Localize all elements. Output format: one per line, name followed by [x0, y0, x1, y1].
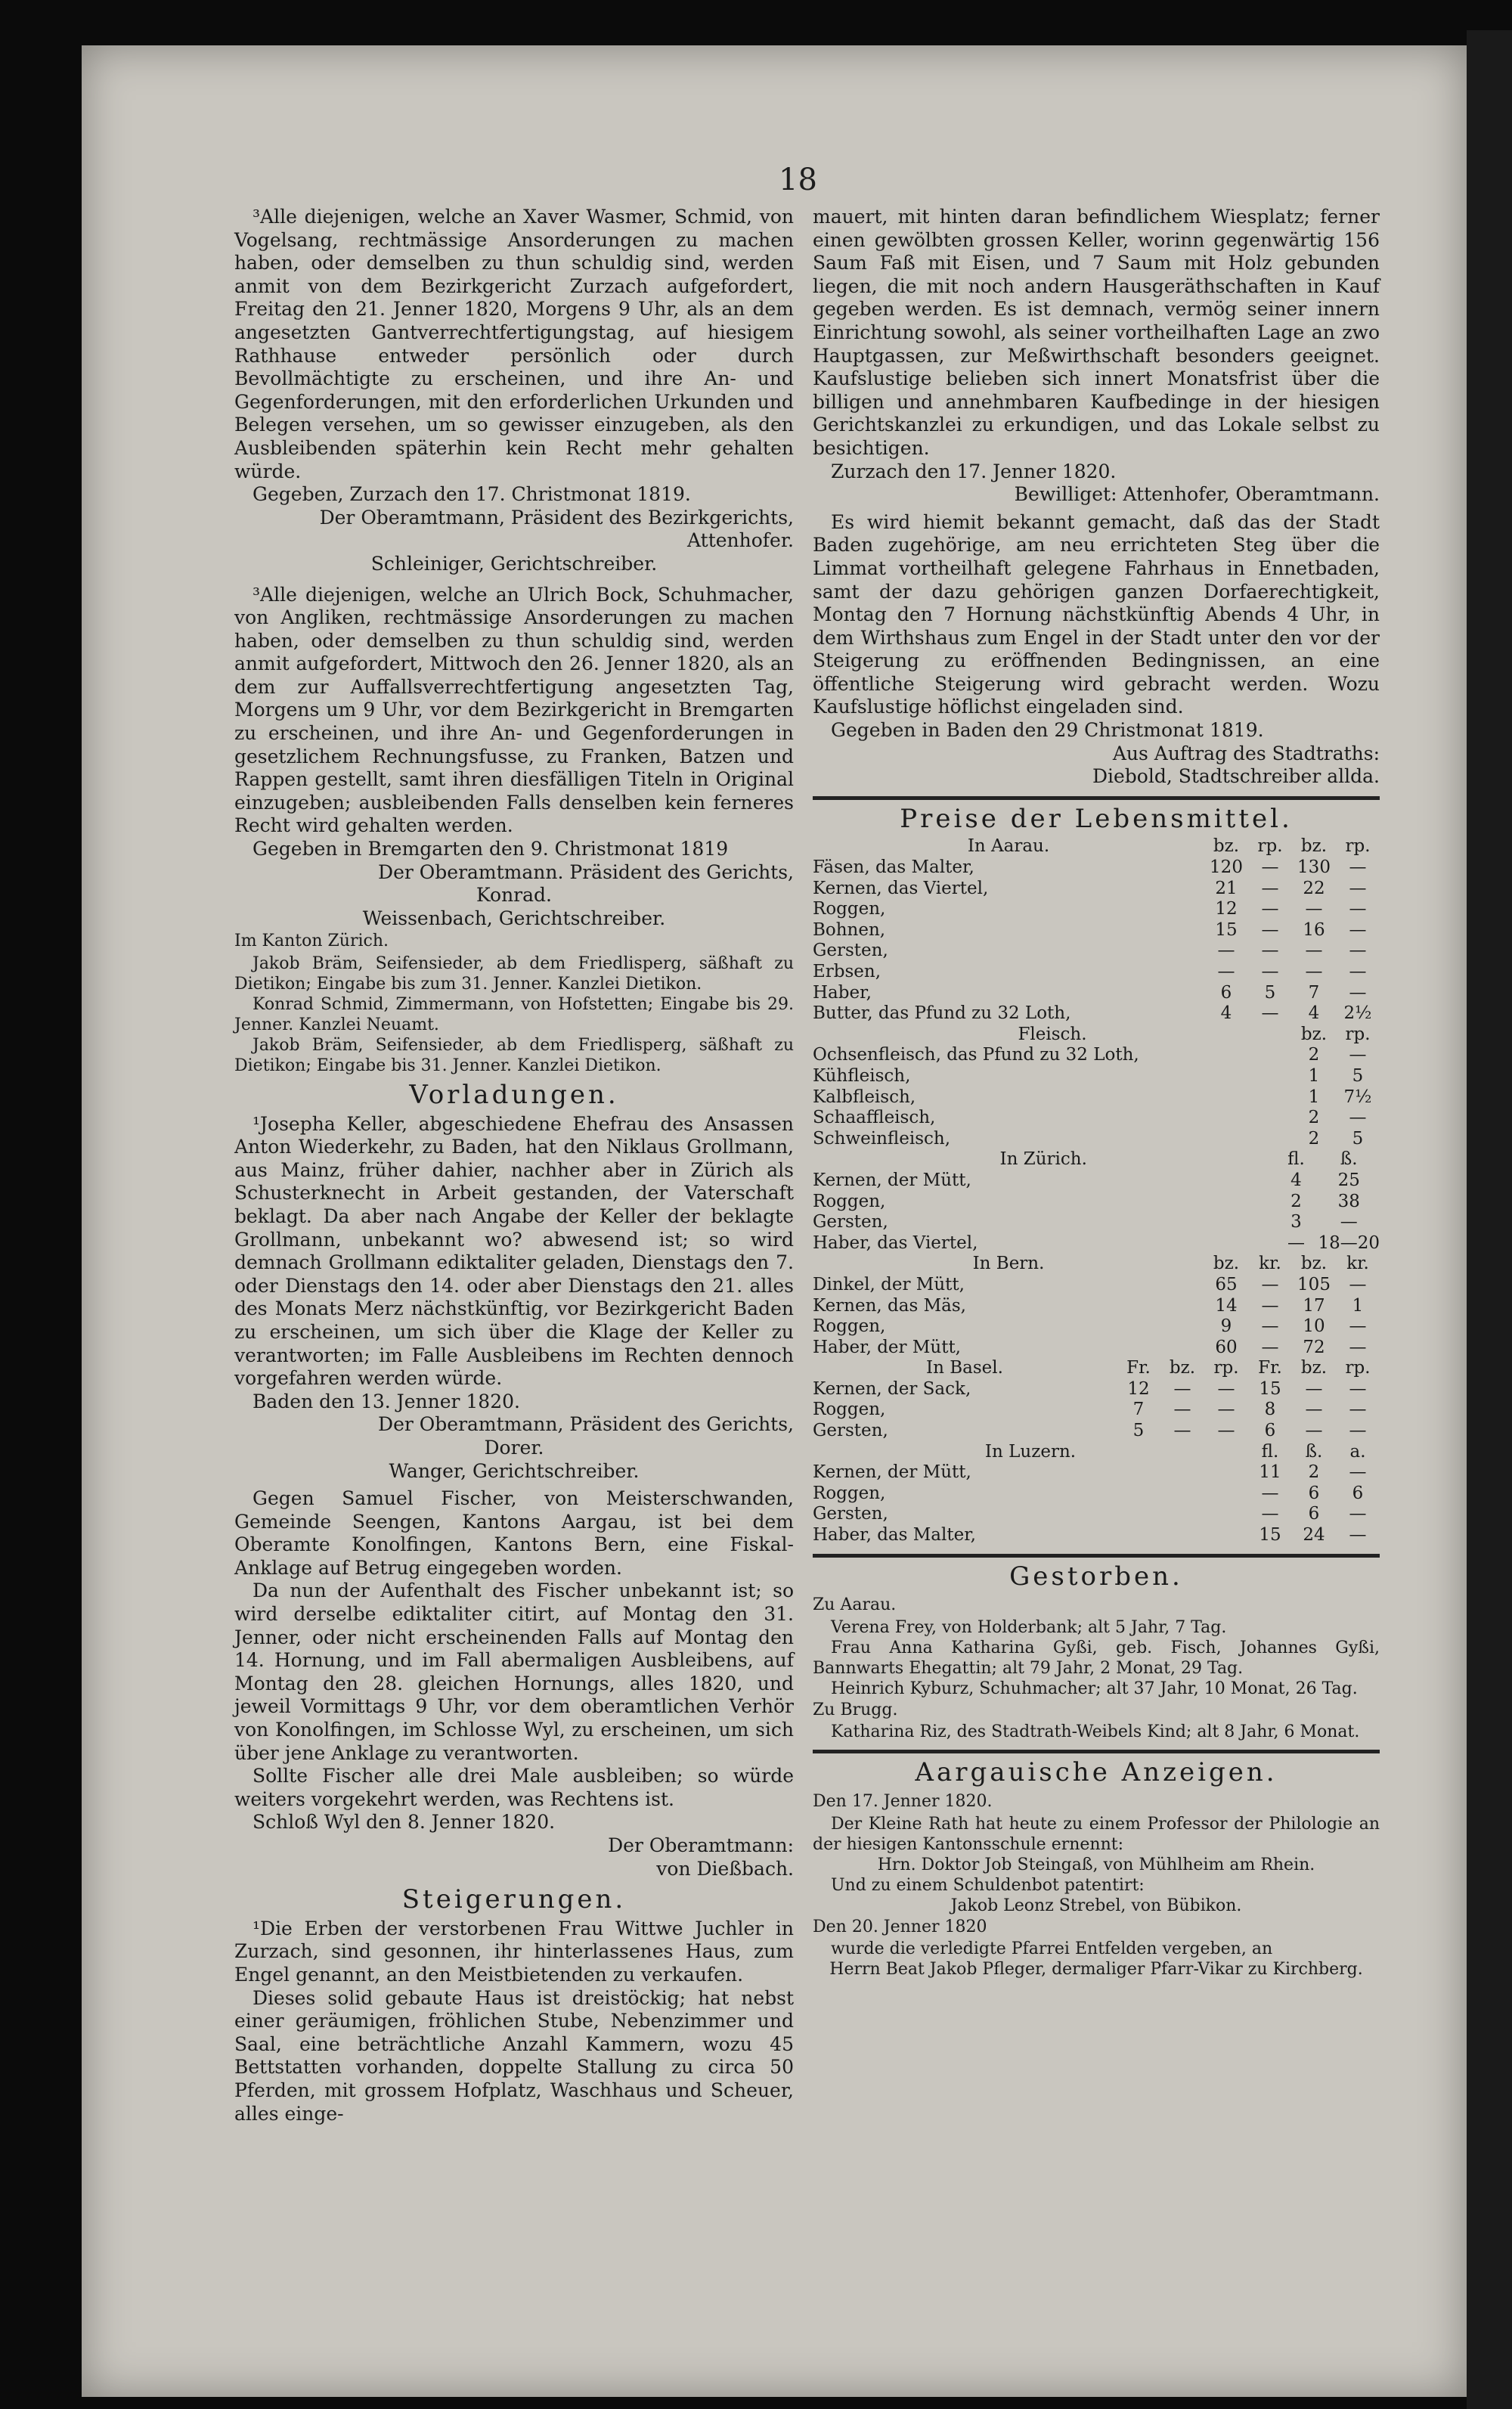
notice-signature: Weissenbach, Gerichtschreiber.	[362, 907, 666, 929]
auction-juchler-cont: mauert, mit hinten daran befindlichem Wiesplatz; ferner einen gewölbten grossen Keller, worinn gegenwärtig 156 Saum Faß mit Eisen, und 7 Saum mit Holz gebunden liegen, die mit noch andern Hausgeräthschaften in Kauf gegeben werden. Es ist demnach, vermög seiner innern Einrichtung sowohl, als seiner vortheilhaften Lage an zwo Hauptgassen, zur Meßwirthschaft besonders geeignet. Kaufslustige belieben sich innert Monatsfrist über die billigen und annehmbaren Kaufbedinge in der hiesigen Gerichtskanzlei zu erkundigen, und das Lokale selbst zu besichtigen.	[813, 206, 1380, 459]
price-value: —	[1217, 1378, 1235, 1399]
price-value: —	[1349, 1421, 1367, 1441]
price-value: 7	[1308, 982, 1320, 1003]
price-value: —	[1349, 1504, 1367, 1524]
price-value: 5	[1352, 1128, 1364, 1149]
price-value: 14	[1215, 1295, 1238, 1316]
price-value: —	[1349, 1274, 1367, 1294]
price-value: 10	[1303, 1316, 1325, 1337]
price-item: Haber, das Malter,	[813, 1525, 976, 1546]
price-value: 21	[1215, 878, 1238, 898]
price-value: —	[1349, 1525, 1367, 1546]
price-unit-header: bz.	[1213, 1254, 1240, 1274]
price-unit-header: bz.	[1300, 836, 1328, 857]
price-value: —	[1349, 982, 1367, 1003]
section-heading-steigerungen: Steigerungen.	[401, 1884, 627, 1915]
price-value: —	[1261, 878, 1279, 898]
price-value: —	[1217, 962, 1235, 981]
section-heading-aargauische-anzeigen: Aargauische Anzeigen.	[915, 1757, 1278, 1788]
price-unit-header: bz.	[1169, 1358, 1196, 1378]
price-row	[813, 1400, 1380, 1421]
price-value: 4	[1308, 1003, 1320, 1024]
price-item: Dinkel, der Mütt,	[813, 1274, 965, 1294]
price-value: 15	[1259, 1378, 1281, 1399]
announcement: Hrn. Doktor Job Steingaß, von Mühlheim am Rhein.	[877, 1855, 1315, 1874]
price-location: In Luzern.	[984, 1441, 1077, 1462]
price-value: 2½	[1343, 1003, 1372, 1024]
price-item: Roggen,	[813, 1400, 886, 1420]
summons-signature: Wanger, Gerichtschreiber.	[389, 1459, 640, 1482]
price-value: —	[1173, 1400, 1191, 1420]
price-location: In Aarau.	[967, 836, 1050, 857]
price-item: Kernen, das Viertel,	[813, 878, 989, 898]
summons-date: Schloß Wyl den 8. Jenner 1820.	[253, 1811, 556, 1834]
price-value: 120	[1210, 857, 1243, 878]
auction-date: Zurzach den 17. Jenner 1820.	[831, 460, 1117, 482]
price-value: 6	[1220, 982, 1232, 1003]
announcement: Jakob Leonz Strebel, von Bübikon.	[950, 1896, 1242, 1915]
price-row	[813, 1066, 1380, 1087]
zurich-entry: Jakob Bräm, Seifensieder, ab dem Friedlisperg, säßhaft zu Dietikon; Eingabe bis 31. Jenner. Kanzlei Dietikon.	[234, 1036, 794, 1075]
section-rule	[813, 796, 1380, 800]
death-location: Zu Brugg.	[813, 1700, 898, 1719]
price-item: Gersten,	[813, 1504, 888, 1524]
price-value: —	[1305, 962, 1323, 981]
auction-signature: Bewilliget: Attenhofer, Oberamtmann.	[1014, 483, 1380, 506]
price-table-bern	[813, 1254, 1380, 1358]
price-value: —	[1305, 941, 1323, 961]
price-value: 5	[1264, 982, 1276, 1003]
price-value: 105	[1297, 1274, 1331, 1294]
price-row	[813, 920, 1380, 941]
price-row	[813, 1170, 1380, 1192]
price-item: Kernen, das Mäs,	[813, 1295, 966, 1316]
price-row	[813, 1045, 1380, 1066]
price-item: Gersten,	[813, 1421, 888, 1441]
price-row	[813, 1192, 1380, 1213]
summons-fischer: Gegen Samuel Fischer, von Meisterschwanden, Gemeinde Seengen, Kantons Aargau, ist bei dem Oberamte Konolfingen, Kantons Bern, eine Fiskal-Anklage auf Betrug eingegeben worden.	[234, 1487, 794, 1579]
auction-fahrhaus: Es wird hiemit bekannt gemacht, daß das der Stadt Baden zugehörige, am neu errichteten Steg über die Limmat vortheilhaft gelegene Fahrhaus in Ennetbaden, samt der dazu gehörigen ganzen Dorfaerechtigkeit, Montag den 7 Hornung nächstkünftig Abends 4 Uhr, in dem Wirthshaus zum Engel in der Stadt unter den vor der Steigerung zu eröffnenden Bedingnissen, an eine öffentliche Steigerung wird gebracht werden. Wozu Kaufslustige höflichst eingeladen sind.	[813, 510, 1380, 718]
price-item: Kernen, der Sack,	[813, 1378, 971, 1399]
price-value: —	[1287, 1232, 1305, 1253]
price-value: —	[1173, 1378, 1191, 1399]
price-table-zurich	[813, 1149, 1380, 1254]
price-item: Gersten,	[813, 1212, 888, 1232]
price-row	[813, 1275, 1380, 1296]
price-value: 2	[1308, 1108, 1320, 1128]
death-entry: Heinrich Kyburz, Schuhmacher; alt 37 Jahr, 10 Monat, 26 Tag.	[831, 1679, 1358, 1698]
price-item: Ochsenfleisch, das Pfund zu 32 Loth,	[813, 1045, 1139, 1065]
price-unit-header: ß.	[1340, 1149, 1358, 1170]
price-row	[813, 1296, 1380, 1317]
price-value: —	[1261, 1504, 1279, 1524]
announcement: Herrn Beat Jakob Pfleger, dermaliger Pfarr-Vikar zu Kirchberg.	[829, 1960, 1363, 1980]
price-value: 4	[1220, 1003, 1232, 1024]
price-value: —	[1261, 941, 1279, 961]
price-location: In Zürich.	[999, 1149, 1087, 1170]
price-value: —	[1349, 1400, 1367, 1420]
price-value: 16	[1303, 919, 1325, 940]
death-location: Zu Aarau.	[813, 1595, 897, 1615]
price-value: —	[1261, 1003, 1279, 1024]
price-value: 7½	[1343, 1087, 1372, 1107]
price-item: Schaaffleisch,	[813, 1108, 936, 1128]
price-row	[813, 1003, 1380, 1025]
announcement: Der Kleine Rath hat heute zu einem Professor der Philologie an der hiesigen Kantonsschule ernennt:	[813, 1814, 1380, 1854]
price-location: In Bern.	[972, 1254, 1045, 1274]
notice-date: Den 20. Jenner 1820	[813, 1917, 987, 1936]
price-unit-header: bz.	[1300, 1254, 1328, 1274]
price-value: 9	[1220, 1316, 1232, 1337]
summons-signature: Der Oberamtmann:	[608, 1834, 794, 1856]
price-row	[813, 1421, 1380, 1442]
price-item: Gersten,	[813, 941, 888, 961]
price-value: —	[1349, 1378, 1367, 1399]
price-item: Haber, der Mütt,	[813, 1337, 961, 1357]
price-item: Roggen,	[813, 1191, 886, 1211]
section-heading-vorladungen: Vorladungen.	[409, 1080, 619, 1110]
auction-signature: Aus Auftrag des Stadtraths:	[1112, 742, 1380, 764]
price-value: —	[1349, 1337, 1367, 1357]
price-unit-header: a.	[1349, 1441, 1366, 1462]
price-value: —	[1261, 857, 1279, 878]
price-value: —	[1305, 899, 1323, 919]
price-value: 6	[1308, 1504, 1320, 1524]
summons-keller: ¹Josepha Keller, abgeschiedene Ehefrau des Ansassen Anton Wiederkehr, zu Baden, hat den Niklaus Grollmann, aus Mainz, früher dahier, nachher aber in Zürich als Schusterknecht in Arbeit gestanden, der Vaterschaft beklagt. Da aber nach Angabe der Keller der beklagte Grollmann, unbekannt wo? abwesend ist; so wird demnach Grollmann ediktaliter geladen, Dienstags den 7. oder Dienstags den 14. oder aber Dienstags den 21. alles des Monats Merz nächstkünftig, vor Bezirkgericht Baden zu erscheinen, um sich über die Klage der Keller zu verantworten; im Falle Ausbleibens im Rechten dennoch vorgefahren werden würde.	[234, 1112, 794, 1390]
price-row	[813, 1212, 1380, 1233]
price-row	[813, 879, 1380, 900]
price-row	[813, 1338, 1380, 1359]
price-unit-header: Fr.	[1258, 1358, 1282, 1378]
price-item: Kalbfleisch,	[813, 1087, 916, 1107]
price-table-fleisch	[813, 1025, 1380, 1150]
price-value: —	[1349, 1316, 1367, 1337]
price-unit-header: ß.	[1305, 1441, 1323, 1462]
right-column	[813, 206, 1380, 1980]
price-tables	[813, 836, 1380, 1546]
price-unit-header: kr.	[1346, 1254, 1369, 1274]
price-value: 22	[1303, 878, 1325, 898]
price-value: 38	[1337, 1191, 1360, 1211]
price-value: —	[1349, 1045, 1367, 1065]
price-table-header	[813, 1025, 1380, 1046]
notice-bock: ³Alle diejenigen, welche an Ulrich Bock, Schuhmacher, von Angliken, rechtmässige Ansorderungen zu machen haben, oder demselben zu thun schuldig sind, werden anmit aufgefordert, Mittwoch den 26. Jenner 1820, als an dem zur Auffallsverrechtfertigung angesetzten Tag, Morgens um 9 Uhr, vor dem Bezirkgericht in Bremgarten zu erscheinen, und ihre An- und Gegenforderungen in gesetzlichem Rechnungsfusse, zu Franken, Batzen und Rappen gestellt, samt ihren diesfälligen Titeln in Original einzugeben; ausbleibenden Falls denselben kein ferneres Recht wird gehalten werden.	[234, 583, 794, 837]
announcement: wurde die verledigte Pfarrei Entfelden vergeben, an	[831, 1939, 1273, 1959]
price-item: Roggen,	[813, 899, 886, 919]
price-item: Kühfleisch,	[813, 1065, 911, 1086]
summons-signature: von Dießbach.	[656, 1857, 794, 1880]
notice-wasmer: ³Alle diejenigen, welche an Xaver Wasmer, Schmid, von Vogelsang, rechtmässige Ansorderungen zu machen haben, oder demselben zu thun schuldig sind, werden anmit von dem Bezirkgericht Zurzach aufgefordert, Freitag den 21. Jenner 1820, Morgens 9 Uhr, als an dem angesetzten Gantverrechtfertigungstag, auf hiesigem Rathhause entweder persönlich oder durch Bevollmächtigte zu erscheinen, und ihre An- und Gegenforderungen, mit den erforderlichen Urkunden und Belegen versehen, um so gewisser einzugeben, als den Ausbleibenden späterhin kein Recht mehr gehalten würde.	[234, 206, 794, 482]
price-item: Roggen,	[813, 1483, 886, 1503]
price-row	[813, 1316, 1380, 1338]
price-item: Kernen, der Mütt,	[813, 1170, 971, 1190]
price-value: 6	[1308, 1483, 1320, 1503]
price-value: —	[1261, 1337, 1279, 1357]
auction-signature: Diebold, Stadtschreiber allda.	[1092, 765, 1380, 788]
price-value: 15	[1259, 1525, 1281, 1546]
price-value: —	[1349, 941, 1367, 961]
price-value: —	[1305, 1378, 1323, 1399]
price-value: —	[1261, 1316, 1279, 1337]
section-rule	[813, 1554, 1380, 1558]
price-value: —	[1261, 1483, 1279, 1503]
price-value: —	[1261, 899, 1279, 919]
notice-signature: Der Oberamtmann, Präsident des Bezirkgerichts,	[319, 506, 794, 529]
zurich-subheading: Im Kanton Zürich.	[234, 932, 389, 951]
price-item: Haber,	[813, 982, 872, 1003]
price-row	[813, 899, 1380, 920]
death-entry: Verena Frey, von Holderbank; alt 5 Jahr, 7 Tag.	[831, 1617, 1227, 1637]
notice-signature: Der Oberamtmann. Präsident des Gerichts,	[378, 860, 794, 883]
price-unit-header: rp.	[1345, 1024, 1371, 1044]
price-value: 1	[1308, 1087, 1320, 1107]
announcement: Und zu einem Schuldenbot patentirt:	[831, 1875, 1145, 1895]
price-value: —	[1261, 962, 1279, 981]
price-value: 2	[1308, 1128, 1320, 1149]
price-table-basel	[813, 1358, 1380, 1441]
notice-date: Gegeben, Zurzach den 17. Christmonat 1819.	[253, 483, 691, 506]
price-value: —	[1305, 1421, 1323, 1441]
price-row	[813, 983, 1380, 1004]
price-value: 65	[1215, 1274, 1238, 1294]
price-row	[813, 1129, 1380, 1150]
price-row	[813, 941, 1380, 962]
price-row	[813, 1462, 1380, 1484]
price-row	[813, 857, 1380, 879]
price-value: —	[1349, 919, 1367, 940]
price-value: 18—20	[1318, 1232, 1380, 1253]
price-value: 12	[1215, 899, 1238, 919]
price-unit-header: rp.	[1213, 1358, 1239, 1378]
section-rule	[813, 1750, 1380, 1753]
summons-signature: Dorer.	[484, 1436, 544, 1459]
price-value: —	[1349, 899, 1367, 919]
price-value: 2	[1308, 1045, 1320, 1065]
price-table-header	[813, 1358, 1380, 1379]
notice-signature: Konrad.	[476, 884, 552, 907]
notice-signature: Attenhofer.	[687, 529, 794, 552]
zurich-entry: Konrad Schmid, Zimmermann, von Hofstetten; Eingabe bis 29. Jenner. Kanzlei Neuamt.	[234, 995, 794, 1034]
price-unit-header: bz.	[1300, 1024, 1328, 1044]
price-value: 2	[1308, 1462, 1320, 1483]
price-unit-header: Fr.	[1126, 1358, 1151, 1378]
price-value: 5	[1132, 1421, 1145, 1441]
price-value: —	[1173, 1421, 1191, 1441]
death-entry: Katharina Riz, des Stadtrath-Weibels Kind; alt 8 Jahr, 6 Monat.	[831, 1722, 1360, 1742]
price-value: 60	[1215, 1337, 1238, 1357]
price-unit-header: bz.	[1300, 1358, 1328, 1378]
price-value: —	[1305, 1400, 1323, 1420]
price-value: 130	[1297, 857, 1331, 878]
price-row	[813, 1233, 1380, 1254]
price-value: 1	[1308, 1065, 1320, 1086]
notice-date: Gegeben in Bremgarten den 9. Christmonat 1819	[253, 838, 729, 860]
price-value: —	[1261, 1274, 1279, 1294]
price-value: —	[1217, 941, 1235, 961]
price-value: 72	[1303, 1337, 1325, 1357]
price-row	[813, 1108, 1380, 1129]
price-item: Bohnen,	[813, 919, 886, 940]
price-value: 25	[1337, 1170, 1360, 1190]
price-value: 15	[1215, 919, 1238, 940]
price-value: 5	[1352, 1065, 1364, 1086]
price-value: —	[1349, 1108, 1367, 1128]
summons-fischer: Sollte Fischer alle drei Male ausbleiben; so würde weiters vorgekehrt werden, was Rechtens ist.	[234, 1765, 794, 1810]
price-value: 6	[1352, 1483, 1364, 1503]
page-edge-shadow	[1467, 30, 1512, 2409]
price-value: —	[1217, 1421, 1235, 1441]
price-row	[813, 1379, 1380, 1400]
notice-signature: Schleiniger, Gerichtschreiber.	[370, 552, 658, 575]
price-item: Butter, das Pfund zu 32 Loth,	[813, 1003, 1071, 1024]
price-value: —	[1349, 857, 1367, 878]
death-entry: Frau Anna Katharina Gyßi, geb. Fisch, Johannes Gyßi, Bannwarts Ehegattin; alt 79 Jahr, 2 Monat, 29 Tag.	[813, 1638, 1380, 1678]
price-location: In Basel.	[926, 1358, 1003, 1378]
price-row	[813, 962, 1380, 983]
section-heading-preise: Preise der Lebensmittel.	[900, 803, 1293, 834]
price-table-aarau	[813, 836, 1380, 1024]
price-unit-header: rp.	[1345, 836, 1371, 857]
auction-juchler: Dieses solid gebaute Haus ist dreistöckig; hat nebst einer geräumigen, fröhlichen Stube, Nebenzimmer und Saal, eine beträchtliche Anzahl Kammern, wozu 45 Bettstatten vorhanden, doppelte Stallung zu circa 50 Pferden, mit grossem Hofplatz, Waschhaus und Scheuer, alles einge-	[234, 1986, 794, 2125]
price-table-luzern	[813, 1442, 1380, 1546]
section-heading-gestorben: Gestorben.	[1009, 1561, 1183, 1592]
price-item: Schweinfleisch,	[813, 1128, 951, 1149]
price-item: Kernen, der Mütt,	[813, 1462, 971, 1483]
price-value: —	[1217, 1400, 1235, 1420]
price-unit-header: kr.	[1259, 1254, 1281, 1274]
price-row	[813, 1087, 1380, 1108]
price-unit-header: bz.	[1213, 836, 1240, 857]
summons-date: Baden den 13. Jenner 1820.	[253, 1390, 520, 1412]
price-row	[813, 1504, 1380, 1525]
price-value: —	[1261, 919, 1279, 940]
price-row	[813, 1484, 1380, 1505]
page-number: 18	[779, 163, 817, 197]
auction-juchler: ¹Die Erben der verstorbenen Frau Wittwe Juchler in Zurzach, sind gesonnen, ihr hinterlassenes Haus, zum Engel genannt, an den Meistbietenden zu verkaufen.	[234, 1917, 794, 1986]
price-value: —	[1349, 878, 1367, 898]
price-value: 8	[1264, 1400, 1276, 1420]
price-value: —	[1349, 962, 1367, 981]
price-item: Erbsen,	[813, 962, 881, 981]
price-value: —	[1349, 1462, 1367, 1483]
price-table-header	[813, 1149, 1380, 1170]
price-value: 2	[1290, 1191, 1302, 1211]
price-item: Roggen,	[813, 1316, 886, 1337]
price-value: 3	[1290, 1212, 1302, 1232]
price-value: 7	[1132, 1400, 1145, 1420]
price-item: Fäsen, das Malter,	[813, 857, 974, 878]
price-value: 1	[1352, 1295, 1364, 1316]
price-location: Fleisch.	[1018, 1024, 1087, 1044]
price-table-header	[813, 836, 1380, 857]
price-table-header	[813, 1442, 1380, 1463]
price-value: 11	[1259, 1462, 1281, 1483]
zurich-entry: Jakob Bräm, Seifensieder, ab dem Friedlisperg, säßhaft zu Dietikon; Eingabe bis zum 31. Jenner. Kanzlei Dietikon.	[234, 954, 794, 994]
price-unit-header: fl.	[1261, 1441, 1279, 1462]
price-unit-header: rp.	[1257, 836, 1283, 857]
price-item: Haber, das Viertel,	[813, 1232, 978, 1253]
auction-date: Gegeben in Baden den 29 Christmonat 1819.	[831, 719, 1264, 742]
price-value: 4	[1290, 1170, 1302, 1190]
left-column	[234, 206, 794, 2125]
price-value: 6	[1264, 1421, 1276, 1441]
price-value: 17	[1303, 1295, 1325, 1316]
price-row	[813, 1525, 1380, 1546]
price-value: —	[1261, 1295, 1279, 1316]
notice-date: Den 17. Jenner 1820.	[813, 1792, 993, 1811]
price-value: —	[1340, 1212, 1358, 1232]
price-unit-header: fl.	[1287, 1149, 1305, 1170]
summons-signature: Der Oberamtmann, Präsident des Gerichts,	[378, 1413, 794, 1436]
price-value: 12	[1127, 1378, 1150, 1399]
summons-fischer: Da nun der Aufenthalt des Fischer unbekannt ist; so wird derselbe ediktaliter citirt, auf Montag den 31. Jenner, oder nicht erscheinenden Falls auf Montag den 14. Hornung, und im Fall abermaligen Ausbleibens, auf Montag den 28. gleichen Hornungs, alles 1820, und jeweil Vormittags 9 Uhr, vor dem oberamtlichen Verhör von Konolfingen, im Schlosse Wyl, zu erscheinen, um sich über jene Anklage zu verantworten.	[234, 1580, 794, 1764]
price-value: 24	[1303, 1525, 1325, 1546]
price-unit-header: rp.	[1345, 1358, 1371, 1378]
price-table-header	[813, 1254, 1380, 1275]
